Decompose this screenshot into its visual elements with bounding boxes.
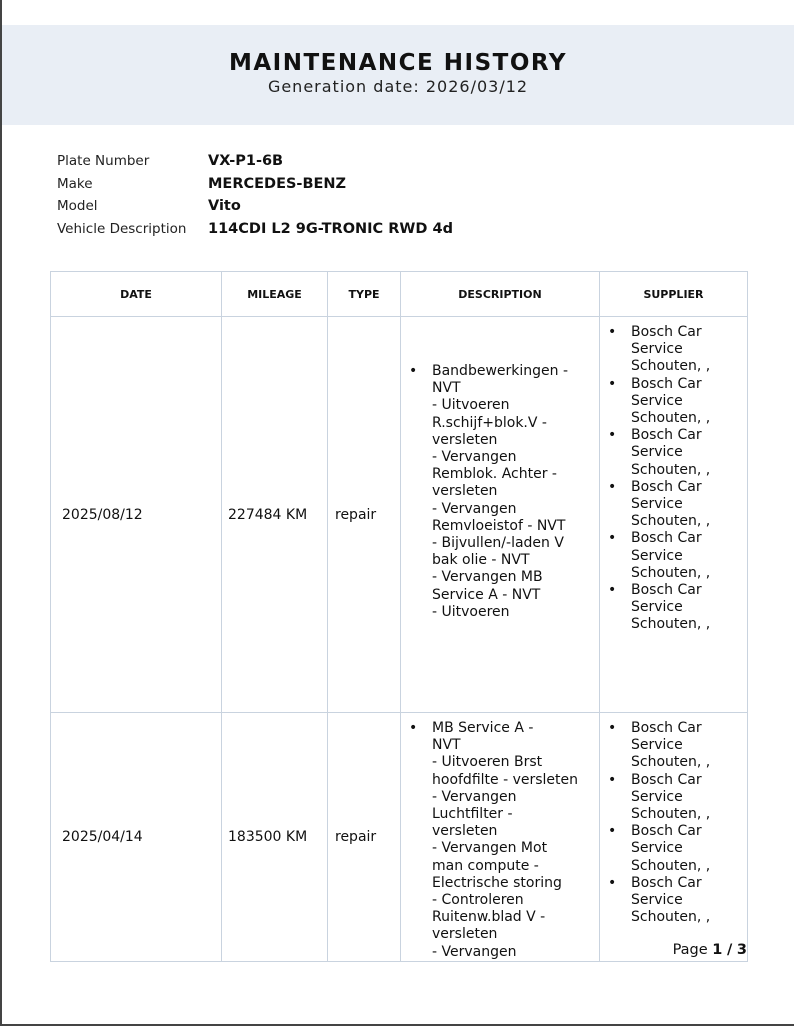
description-list [409, 720, 595, 961]
supplier-cell [600, 317, 748, 713]
table-header-row [51, 272, 748, 317]
column-header-supplier: SUPPLIER [600, 272, 748, 317]
supplier-item [608, 427, 743, 479]
supplier-text: Bosch Car Service Schouten, , [631, 823, 711, 874]
supplier-text: Bosch Car Service Schouten, , [631, 720, 711, 771]
column-header-type: TYPE [328, 272, 401, 317]
supplier-item [608, 376, 743, 428]
maintenance-table [50, 271, 748, 962]
supplier-item [608, 324, 743, 376]
supplier-item [608, 823, 743, 875]
description-cell [401, 317, 600, 713]
field-value: 114CDI L2 9G-TRONIC RWD 4d [208, 220, 453, 237]
generation-date-value: 2026/03/12 [425, 77, 529, 96]
bullet-icon: • [608, 530, 617, 547]
bullet-icon: • [608, 823, 617, 840]
description-cell [401, 713, 600, 962]
supplier-item [608, 772, 743, 824]
supplier-text: Bosch Car Service Schouten, , [631, 478, 711, 530]
vehicle-info [57, 150, 453, 240]
supplier-list [608, 324, 743, 634]
supplier-list [608, 720, 743, 926]
supplier-text: Bosch Car Service Schouten, , [631, 771, 711, 823]
table-row [51, 713, 748, 962]
supplier-text: Bosch Car Service Schouten, , [631, 530, 711, 581]
mileage-cell: 183500 KM [222, 713, 328, 962]
date-cell: 2025/04/14 [51, 713, 222, 962]
vehicle-field-make [57, 173, 453, 196]
generation-date-label: Generation date: [267, 77, 426, 96]
column-header-description: DESCRIPTION [401, 272, 600, 317]
bullet-icon: • [409, 363, 418, 379]
description-list [409, 363, 595, 621]
bullet-icon: • [608, 720, 617, 736]
description-text: MB Service A - NVT - Uitvoeren Brst hoofdfilte - versleten - Vervangen Luchtfilter - versleten - Vervangen Mot man compute - Electrische storing - Controleren Ruitenw.blad V - versleten - Vervangen [432, 720, 579, 960]
supplier-item [608, 530, 743, 582]
page-label: Page [672, 942, 708, 958]
bullet-icon: • [409, 720, 418, 736]
vehicle-field-model [57, 195, 453, 218]
supplier-item [608, 875, 743, 927]
total-pages: 3 [736, 942, 747, 958]
bullet-icon: • [608, 771, 617, 788]
type-cell: repair [328, 317, 401, 713]
supplier-item [608, 479, 743, 531]
field-label: Model [57, 198, 98, 215]
current-page: 1 [712, 942, 723, 958]
field-value: Vito [208, 198, 241, 215]
description-text: Bandbewerkingen - NVT - Uitvoeren R.schijf+blok.V - versleten - Vervangen Remblok. Achter - versleten - Vervangen Remvloeistof - NVT - Bijvullen/-laden V bak olie - NVT - Vervangen MB Service A - NVT - Uitvoeren [432, 363, 569, 620]
bullet-icon: • [608, 582, 617, 599]
table-row [51, 317, 748, 713]
page-indicator [673, 942, 747, 958]
type-cell: repair [328, 713, 401, 962]
supplier-text: Bosch Car Service Schouten, , [631, 582, 711, 633]
field-value: MERCEDES-BENZ [208, 175, 347, 192]
report-title: MAINTENANCE HISTORY [228, 50, 567, 76]
date-cell: 2025/08/12 [51, 317, 222, 713]
vehicle-field-description [57, 218, 453, 241]
bullet-icon: • [608, 874, 617, 891]
field-value: VX-P1-6B [208, 153, 284, 170]
description-item [409, 363, 595, 621]
vehicle-field-plate [57, 150, 453, 173]
supplier-text: Bosch Car Service Schouten, , [631, 375, 711, 427]
bullet-icon: • [608, 427, 617, 444]
supplier-text: Bosch Car Service Schouten, , [631, 874, 711, 926]
bullet-icon: • [608, 478, 617, 495]
supplier-item [608, 720, 743, 772]
supplier-text: Bosch Car Service Schouten, , [631, 324, 711, 375]
supplier-cell [600, 713, 748, 962]
field-label: Vehicle Description [57, 220, 187, 237]
mileage-cell: 227484 KM [222, 317, 328, 713]
supplier-text: Bosch Car Service Schouten, , [631, 427, 711, 478]
report-header [2, 25, 794, 125]
page-separator: / [727, 942, 733, 958]
description-item [409, 720, 595, 961]
bullet-icon: • [608, 324, 617, 340]
bullet-icon: • [608, 375, 617, 392]
supplier-item [608, 582, 743, 634]
column-header-mileage: MILEAGE [222, 272, 328, 317]
column-header-date: DATE [51, 272, 222, 317]
field-label: Plate Number [57, 153, 150, 170]
field-label: Make [57, 175, 93, 192]
generation-date [2, 77, 794, 97]
